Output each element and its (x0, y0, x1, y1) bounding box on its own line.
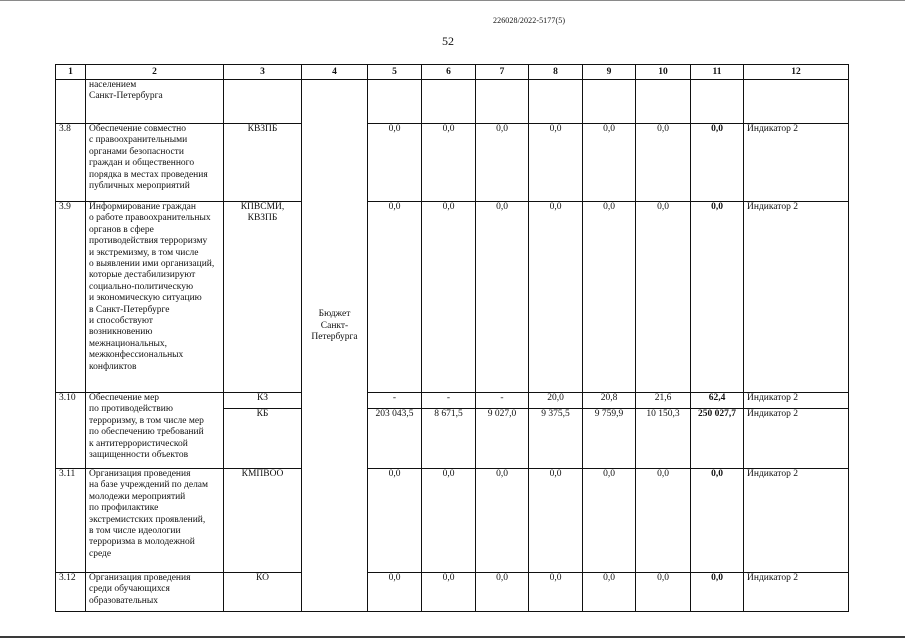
indicator-cell: Индикатор 2 (744, 124, 849, 202)
measure-name-cell: Информирование граждан о работе правоохранительных органов в сфере противодействия терроризму и экстремизму, в том числе о выявлении ими организаций, которые дестабилизируют социально-политическую и экономическую ситуацию в Санкт-Петербурге и способствуют возникновению межнациональных, межконфессиональных конфликтов (86, 202, 224, 393)
column-header: 3 (224, 65, 302, 80)
page-number: 52 (442, 34, 454, 48)
value-cell: 0,0 (583, 469, 636, 573)
value-cell: 0,0 (422, 469, 476, 573)
value-cell: 0,0 (529, 202, 583, 393)
value-cell: 0,0 (368, 469, 422, 573)
value-cell (583, 80, 636, 124)
row-number-cell: 3.12 (56, 573, 86, 612)
funding-source-cell: Бюджет Санкт- Петербурга (302, 80, 368, 573)
indicator-cell: Индикатор 2 (744, 469, 849, 573)
value-cell (476, 80, 529, 124)
column-header: 7 (476, 65, 529, 80)
value-cell (636, 80, 691, 124)
value-cell: 0,0 (583, 124, 636, 202)
value-cell: 0,0 (422, 124, 476, 202)
value-cell: 20,0 (529, 393, 583, 409)
indicator-cell: Индикатор 2 (744, 202, 849, 393)
executor-cell: КМПВОО (224, 469, 302, 573)
value-cell: 0,0 (636, 469, 691, 573)
value-cell: 0,0 (476, 202, 529, 393)
value-cell: 0,0 (583, 202, 636, 393)
executor-cell: КПВСМИ, КВЗПБ (224, 202, 302, 393)
measure-name-cell: Организация проведения на базе учреждений по делам молодежи мероприятий по профилактике экстремистских проявлений, в том числе идеологии терроризма в молодежной среде (86, 469, 224, 573)
value-cell: 0,0 (529, 124, 583, 202)
value-cell: 10 150,3 (636, 409, 691, 469)
value-cell: 9 027,0 (476, 409, 529, 469)
total-cell: 0,0 (691, 573, 744, 612)
bottom-scan-edge (0, 636, 905, 638)
total-cell: 250 027,7 (691, 409, 744, 469)
value-cell: - (368, 393, 422, 409)
value-cell: 0,0 (636, 573, 691, 612)
row-number-cell: 3.10 (56, 393, 86, 469)
value-cell: 0,0 (422, 202, 476, 393)
executor-cell (224, 80, 302, 124)
value-cell: - (422, 393, 476, 409)
measure-name-cell: Организация проведения среди обучающихся образовательных (86, 573, 224, 612)
value-cell: 0,0 (368, 573, 422, 612)
measure-name-cell: населением Санкт-Петербурга (86, 80, 224, 124)
value-cell: 9 759,9 (583, 409, 636, 469)
value-cell: 9 375,5 (529, 409, 583, 469)
total-cell: 0,0 (691, 202, 744, 393)
value-cell: 20,8 (583, 393, 636, 409)
value-cell: 0,0 (636, 124, 691, 202)
column-header: 2 (86, 65, 224, 80)
value-cell: 203 043,5 (368, 409, 422, 469)
document-number: 226028/2022-5177(5) (493, 16, 566, 25)
table-row (56, 393, 849, 409)
table-row (56, 80, 849, 124)
indicator-cell: Индикатор 2 (744, 409, 849, 469)
row-number-cell: 3.11 (56, 469, 86, 573)
value-cell: 0,0 (529, 469, 583, 573)
column-header: 5 (368, 65, 422, 80)
indicator-cell (744, 80, 849, 124)
value-cell: 0,0 (636, 202, 691, 393)
value-cell: 8 671,5 (422, 409, 476, 469)
value-cell: 0,0 (583, 573, 636, 612)
measure-name-cell: Обеспечение мер по противодействию терроризму, в том числе мер по обеспечению требований к антитеррористической защищенности объектов (86, 393, 224, 469)
funding-source-cell (302, 573, 368, 612)
value-cell: 0,0 (476, 469, 529, 573)
value-cell (529, 80, 583, 124)
value-cell: 0,0 (529, 573, 583, 612)
column-number-row (56, 65, 849, 80)
value-cell: 0,0 (422, 573, 476, 612)
value-cell: 0,0 (476, 573, 529, 612)
column-header: 4 (302, 65, 368, 80)
total-cell: 0,0 (691, 124, 744, 202)
indicator-cell: Индикатор 2 (744, 573, 849, 612)
table-row (56, 573, 849, 612)
table-row (56, 469, 849, 573)
executor-cell: КБ (224, 409, 302, 469)
value-cell: 0,0 (368, 124, 422, 202)
executor-cell: КВЗПБ (224, 124, 302, 202)
total-cell: 62,4 (691, 393, 744, 409)
column-header: 12 (744, 65, 849, 80)
value-cell: 21,6 (636, 393, 691, 409)
column-header: 1 (56, 65, 86, 80)
program-measures-table (55, 64, 849, 612)
row-number-cell: 3.8 (56, 124, 86, 202)
table-row (56, 202, 849, 393)
value-cell: 0,0 (368, 202, 422, 393)
value-cell (422, 80, 476, 124)
row-number-cell (56, 80, 86, 124)
measure-name-cell: Обеспечение совместно с правоохранительными органами безопасности граждан и общественного порядка в местах проведения публичных мероприятий (86, 124, 224, 202)
executor-cell: КО (224, 573, 302, 612)
indicator-cell: Индикатор 2 (744, 393, 849, 409)
value-cell (691, 80, 744, 124)
table-row (56, 124, 849, 202)
column-header: 9 (583, 65, 636, 80)
executor-cell: КЗ (224, 393, 302, 409)
column-header: 6 (422, 65, 476, 80)
total-cell: 0,0 (691, 469, 744, 573)
row-number-cell: 3.9 (56, 202, 86, 393)
value-cell: - (476, 393, 529, 409)
column-header: 11 (691, 65, 744, 80)
column-header: 10 (636, 65, 691, 80)
column-header: 8 (529, 65, 583, 80)
top-scan-edge (0, 0, 905, 1)
value-cell: 0,0 (476, 124, 529, 202)
value-cell (368, 80, 422, 124)
